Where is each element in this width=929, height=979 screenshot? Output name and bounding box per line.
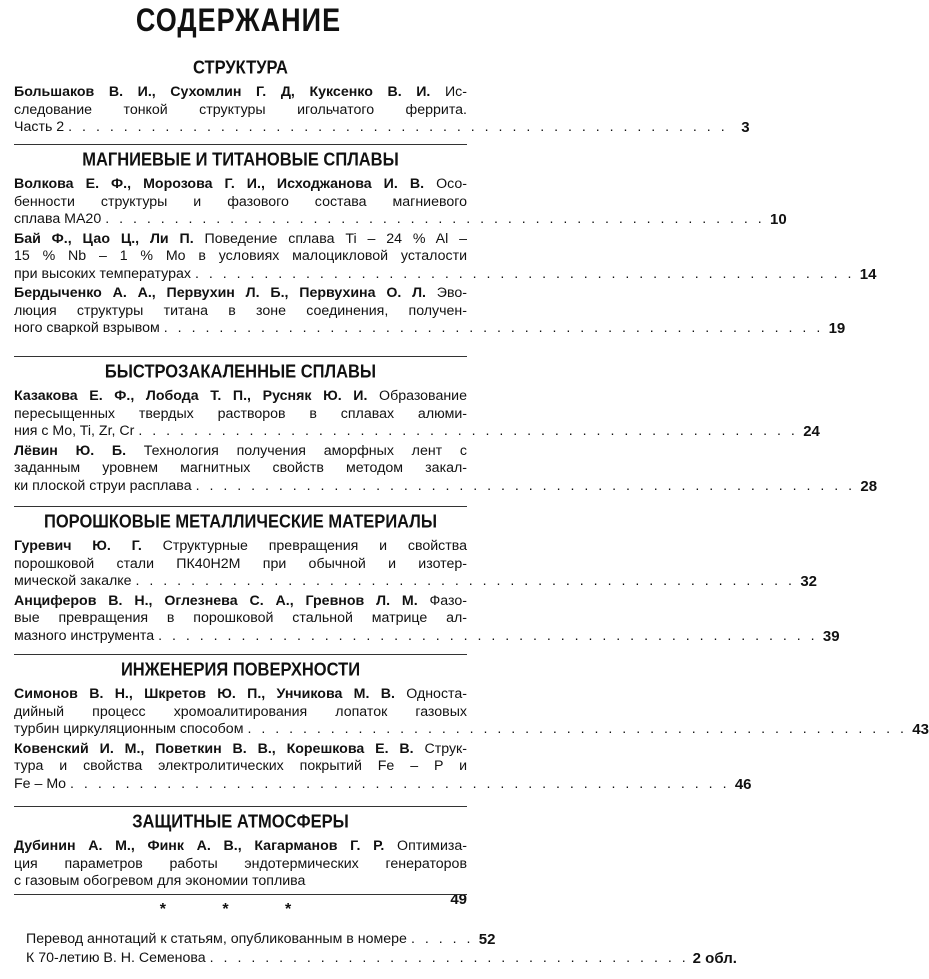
entry-title-end: сплава МА20 — [14, 211, 102, 227]
footer-text: Перевод аннотаций к статьям, опубликованным в номере — [26, 931, 407, 947]
page-number: 10 — [770, 211, 787, 228]
entry-last-line — [14, 573, 817, 591]
dot-leader: . . . . . — [410, 931, 474, 947]
toc-entry[interactable] — [14, 740, 752, 794]
entry-line: тура и свойства электролитических покрытий Fe – P и — [14, 758, 467, 774]
dot-leader: . . . . . . . . . . . . . . . . . . . . . . . . . . . . . . . . . . . . . . . . . . . . . . . . — [138, 423, 798, 439]
entry-last-line — [14, 423, 820, 441]
entry-last-line — [14, 265, 877, 284]
dot-leader: . . . . . . . . . . . . . . . . . . . . . . . . . . . . . . . . . . . — [209, 950, 689, 966]
entry-last-line — [14, 627, 840, 646]
entry-last-line — [14, 119, 750, 137]
entry-line: Казакова Е. Ф., Лобода Т. П., Русняк Ю. И. Образование — [14, 388, 467, 404]
footer-text: К 70-летию В. Н. Семенова — [26, 950, 206, 966]
section-divider — [14, 654, 467, 655]
page-number: 14 — [859, 265, 877, 283]
toc-section — [14, 660, 929, 795]
entry-line: Бердыченко А. А., Первухин Л. Б., Первухина О. Л. Эво- — [14, 285, 467, 301]
entry-line: с газовым обогревом для экономии топлива — [14, 873, 306, 889]
section-heading: БЫСТРОЗАКАЛЕННЫЕ СПЛАВЫ — [104, 362, 377, 382]
entry-line: Симонов В. Н., Шкретов Ю. П., Унчикова М. В. Односта- — [14, 686, 467, 702]
entry-title-end: мазного инструмента — [14, 627, 155, 644]
entry-line: Большаков В. И., Сухомлин Г. Д, Куксенко В. И. Ис- — [14, 84, 467, 100]
section-divider — [14, 144, 467, 145]
toc-entry[interactable] — [14, 285, 846, 338]
page-number: 49 — [450, 890, 467, 908]
entry-title-end: ного сваркой взрывом — [14, 320, 160, 336]
section-heading: СТРУКТУРА — [193, 58, 288, 78]
entry-line: Волкова Е. Ф., Морозова Г. И., Исходжанова И. В. Осо- — [14, 176, 467, 192]
entry-title-end: турбин циркуляционным способом — [14, 721, 244, 737]
section-divider — [14, 894, 467, 895]
toc-section — [14, 150, 877, 340]
entry-line: Ковенский И. М., Поветкин В. В., Корешкова Е. В. Струк- — [14, 740, 467, 757]
entry-line: порошковой стали ПК40Н2М при обычной и изотер- — [14, 555, 467, 572]
entry-title-end: Fe – Mo — [14, 775, 67, 792]
entry-line: Дубинин А. М., Финк А. В., Кагарманов Г. Р. Оптимиза- — [14, 838, 467, 854]
section-divider — [14, 356, 467, 357]
page-number: 3 — [741, 119, 750, 136]
page-number: 2 обл. — [692, 950, 737, 967]
toc-section — [14, 812, 467, 910]
dot-leader: . . . . . . . . . . . . . . . . . . . . . . . . . . . . . . . . . . . . . . . . . . . . . . . . — [135, 573, 795, 589]
toc-entry[interactable] — [14, 176, 787, 229]
separator-stars: * * * — [159, 901, 318, 918]
section-heading: ИНЖЕНЕРИЯ ПОВЕРХНОСТИ — [120, 660, 361, 680]
section-heading: ЗАЩИТНЫЕ АТМОСФЕРЫ — [132, 812, 349, 832]
section-heading: МАГНИЕВЫЕ И ТИТАНОВЫЕ СПЛАВЫ — [82, 150, 399, 170]
entry-line: люция структуры титана в зоне соединения, получен- — [14, 302, 467, 319]
entry-line: ция параметров работы эндотермических генераторов — [14, 855, 467, 872]
page-number: 19 — [828, 320, 846, 337]
entry-line: дийный процесс хромоалитирования лопаток газовых — [14, 703, 467, 720]
entry-title-end: Часть 2 — [14, 119, 65, 135]
entry-title-end: ки плоской струи расплава — [14, 477, 192, 494]
toc-entry[interactable] — [14, 388, 820, 441]
page-title: СОДЕРЖАНИЕ — [135, 2, 342, 38]
entry-line: Анциферов В. Н., Оглезнева С. А., Гревнов Л. М. Фазо- — [14, 592, 467, 609]
page-number: 24 — [803, 423, 820, 440]
dot-leader: . . . . . . . . . . . . . . . . . . . . . . . . . . . . . . . . . . . . . . . . . . . . . . . . — [70, 775, 730, 792]
toc-entry[interactable] — [14, 538, 817, 591]
page-number: 52 — [478, 931, 496, 948]
dot-leader: . . . . . . . . . . . . . . . . . . . . . . . . . . . . . . . . . . . . . . . . . . . . . . . . — [163, 320, 824, 336]
toc-entry[interactable] — [14, 84, 750, 137]
toc-entry[interactable] — [14, 442, 878, 496]
entry-line: вые превращения в порошковой стальной матрице ал- — [14, 610, 467, 626]
footer-row — [26, 949, 737, 968]
toc-entry[interactable] — [14, 838, 467, 908]
toc-entry[interactable] — [14, 592, 840, 646]
page-number: 28 — [860, 477, 878, 495]
footer-row — [26, 930, 496, 949]
section-divider — [14, 506, 467, 507]
dot-leader: . . . . . . . . . . . . . . . . . . . . . . . . . . . . . . . . . . . . . . . . . . . . . . . . — [247, 721, 907, 737]
toc-entry[interactable] — [14, 686, 929, 739]
footer — [26, 930, 737, 968]
entry-line: заданным уровнем магнитных свойств методом закал- — [14, 460, 467, 476]
entry-line: следование тонкой структуры игольчатого феррита. — [14, 101, 467, 118]
toc-entry[interactable] — [14, 230, 877, 284]
entry-line: пересыщенных твердых растворов в сплавах алюми- — [14, 405, 467, 422]
entry-last-line — [14, 721, 929, 739]
entry-title-end: мической закалке — [14, 573, 132, 589]
dot-leader: . . . . . . . . . . . . . . . . . . . . . . . . . . . . . . . . . . . . . . . . . . . . . . . . — [105, 211, 765, 227]
entry-last-line — [14, 775, 752, 794]
entry-last-line — [14, 211, 787, 229]
entry-title-end: при высоких температурах — [14, 265, 191, 282]
toc-section — [14, 512, 840, 647]
page-number: 39 — [822, 627, 840, 645]
dot-leader: . . . . . . . . . . . . . . . . . . . . . . . . . . . . . . . . . . . . . . . . . . . . . . . . — [194, 265, 855, 282]
entry-last-line — [14, 320, 846, 338]
page-number: 43 — [912, 721, 929, 738]
entry-line: бенности структуры и фазового состава магниевого — [14, 193, 467, 210]
page-number: 32 — [800, 573, 817, 590]
entry-title-end: ния с Mo, Ti, Zr, Cr — [14, 423, 135, 439]
dot-leader: . . . . . . . . . . . . . . . . . . . . . . . . . . . . . . . . . . . . . . . . . . . . . . . . — [68, 119, 728, 135]
entry-last-line — [14, 477, 878, 496]
entry-line: 15 % Nb – 1 % Mo в условиях малоцикловой усталости — [14, 248, 467, 264]
dot-leader: . . . . . . . . . . . . . . . . . . . . . . . . . . . . . . . . . . . . . . . . . . . . . . . . — [195, 477, 856, 494]
toc-section — [14, 362, 878, 497]
section-heading: ПОРОШКОВЫЕ МЕТАЛЛИЧЕСКИЕ МАТЕРИАЛЫ — [43, 512, 438, 532]
entry-line: Гуревич Ю. Г. Структурные превращения и свойства — [14, 538, 468, 554]
toc-section — [14, 58, 750, 139]
dot-leader: . . . . . . . . . . . . . . . . . . . . . . . . . . . . . . . . . . . . . . . . . . . . . . . . — [158, 627, 818, 644]
entry-line: Лёвин Ю. Б. Технология получения аморфных лент с — [14, 442, 468, 459]
page-number: 46 — [734, 775, 752, 793]
entry-line: Бай Ф., Цао Ц., Ли П. Поведение сплава Ti – 24 % Al – — [14, 230, 467, 247]
section-divider — [14, 806, 467, 807]
